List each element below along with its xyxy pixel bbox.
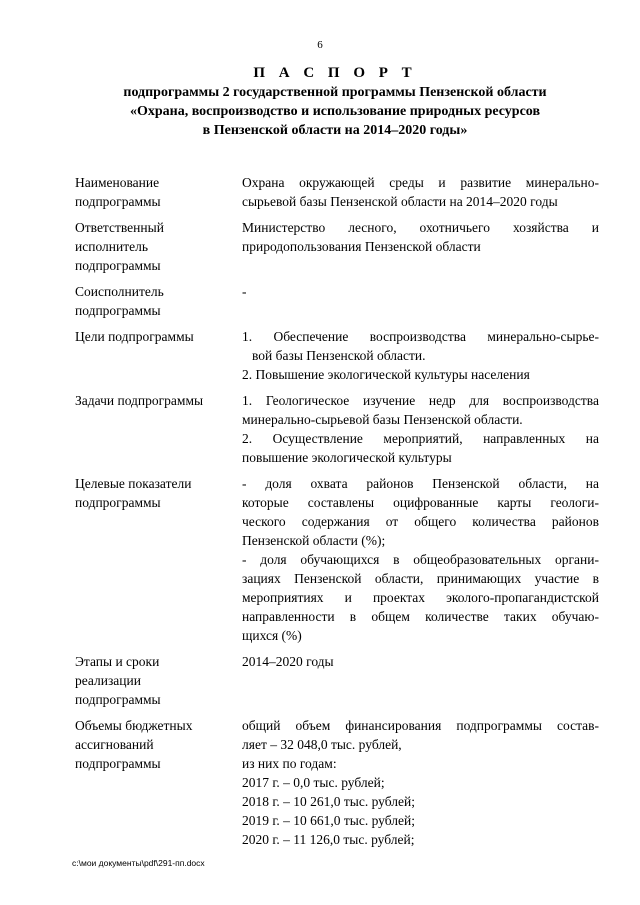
row-value [242,218,599,256]
row-value-line: 1. Обеспечение воспроизводства минерально-сырье- [242,329,599,344]
row-value-line: природопользования Пензенской области [242,239,481,254]
passport-row [75,474,605,645]
row-value [242,652,599,671]
document-title [60,63,610,140]
row-value [242,173,599,211]
row-value [242,327,599,384]
row-value-line: зациях Пензенской области, принимающих участие в [242,571,599,586]
title-line: в Пензенской области на 2014–2020 годы» [202,123,468,138]
row-value-line: из них по годам: [242,756,337,771]
row-value-line: Охрана окружающей среды и развитие минерально- [242,175,599,190]
row-value-line: сырьевой базы Пензенской области на 2014–2020 годы [242,194,558,209]
row-label [75,716,242,773]
row-value-line: - [242,284,247,299]
row-value-line: 1. Геологическое изучение недр для воспроизводства [242,393,599,408]
passport-row [75,391,605,467]
row-label-line: подпрограммы [75,756,161,771]
row-value [242,474,599,645]
row-label-line: подпрограммы [75,194,161,209]
row-value-line: повышение экологической культуры [242,450,452,465]
row-value-line: вой базы Пензенской области. [252,348,426,363]
row-value [242,282,599,301]
row-value-line: 2014–2020 годы [242,654,334,669]
passport-row [75,716,605,849]
row-value-line: 2. Осуществление мероприятий, направленных на [242,431,599,446]
row-label-line: подпрограммы [75,495,161,510]
row-value-line: общий объем финансирования подпрограммы состав- [242,718,599,733]
row-label [75,173,242,211]
row-label-line: ассигнований [75,737,154,752]
row-value [242,391,599,467]
row-label-line: исполнитель [75,239,148,254]
title-main: П А С П О Р Т [253,65,417,81]
row-label-line: Наименование [75,175,160,190]
row-label-line: подпрограммы [75,303,161,318]
page-number: 6 [317,39,323,51]
passport-table [75,173,605,856]
row-value-line: минерально-сырьевой базы Пензенской области. [242,412,523,427]
row-value-line: ляет – 32 048,0 тыс. рублей, [242,737,402,752]
row-value-line: - доля охвата районов Пензенской области, на [242,476,599,491]
row-label-line: Ответственный [75,220,164,235]
row-label-line: Цели подпрограммы [75,329,194,344]
row-value-line: 2020 г. – 11 126,0 тыс. рублей; [242,832,415,847]
row-value-line: которые составлены оцифрованные карты геологи- [242,495,599,510]
row-value-line: Пензенской области (%); [242,533,386,548]
passport-row [75,173,605,211]
row-label [75,327,242,346]
row-value-line: мероприятиях и проектах эколого-пропагандистской [242,590,599,605]
passport-row [75,218,605,275]
row-value-line: 2018 г. – 10 261,0 тыс. рублей; [242,794,415,809]
row-label-line: подпрограммы [75,258,161,273]
row-label [75,218,242,275]
row-label [75,282,242,320]
passport-row [75,652,605,709]
row-value-line: 2017 г. – 0,0 тыс. рублей; [242,775,385,790]
row-value-line: Министерство лесного, охотничьего хозяйства и [242,220,599,235]
row-label-line: реализации [75,673,141,688]
row-label-line: Объемы бюджетных [75,718,193,733]
row-value-line: 2019 г. – 10 661,0 тыс. рублей; [242,813,415,828]
row-label-line: Соисполнитель [75,284,164,299]
title-line: «Охрана, воспроизводство и использование природных ресурсов [129,104,541,119]
row-label [75,391,242,410]
row-value [242,716,599,849]
row-value-line: 2. Повышение экологической культуры населения [242,367,530,382]
file-path-footer: c:\мои документы\pdf\291-пп.docx [72,858,205,868]
row-label-line: Целевые показатели [75,476,192,491]
row-label-line: Этапы и сроки [75,654,160,669]
row-value-line: - доля обучающихся в общеобразовательных органи- [242,552,599,567]
row-label [75,474,242,512]
title-line: подпрограммы 2 государственной программы Пензенской области [123,85,547,100]
row-label-line: Задачи подпрограммы [75,393,204,408]
row-label-line: подпрограммы [75,692,161,707]
row-value-line: направленности в общем количестве таких обучаю- [242,609,599,624]
passport-row [75,282,605,320]
row-value-line: щихся (%) [242,628,302,643]
passport-row [75,327,605,384]
row-label [75,652,242,709]
row-value-line: ческого содержания от общего количества районов [242,514,599,529]
